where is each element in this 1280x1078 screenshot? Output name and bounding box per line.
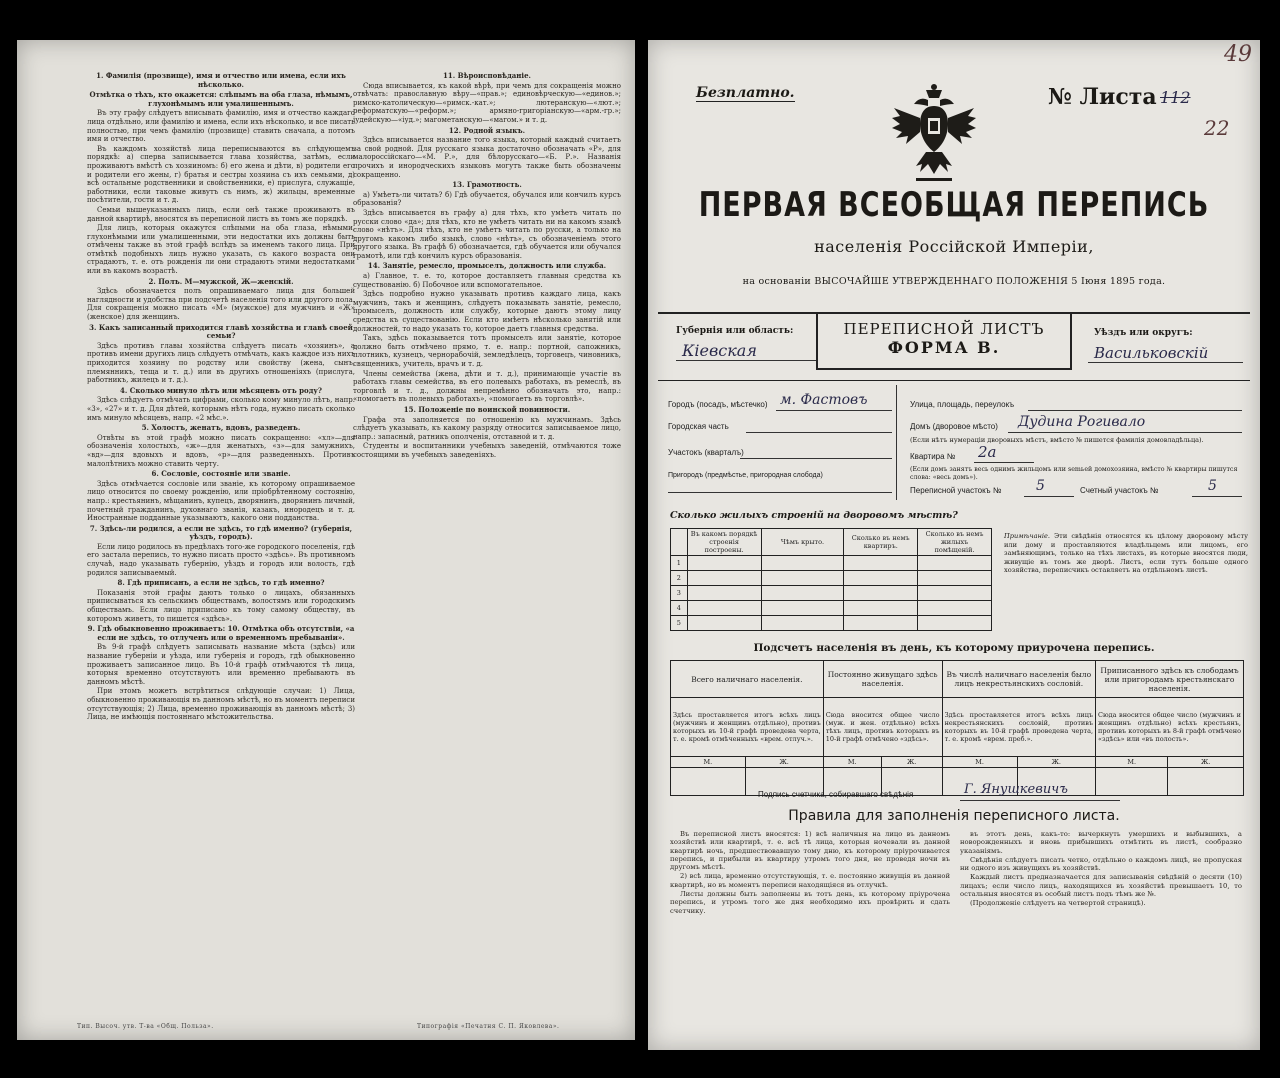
count-male-header: М. [823,757,881,768]
instruction-paragraph: При этомъ можетъ встрѣтиться слѣдующіе случаи: 1) Лица, обыкновенно проживающія въ данномъ мѣстѣ, но въ моментъ переписи отсутствующія; 2) Лица, временно проживающія въ данномъ мѣстѣ; 3) Лица, не имѣющія постояннаго мѣстожительства. [87,687,355,722]
town-label: Городъ (посадъ, мѣстечко) [668,400,768,409]
count-male-header: М. [671,757,746,768]
uezd-value: Васильковскій [1094,344,1209,362]
instruction-paragraph: Въ эту графу слѣдуетъ вписывать фамилію, имя и отчество каждаго лица отдѣльно, или фамилію и имена, если ихъ нѣсколько, и все писать полностью, при чемъ фамилію (прозвище) ставить сначала, а потомъ имя и отчество. [87,109,355,144]
instruction-heading: 2. Полъ. М—мужской, Ж—женскій. [148,276,294,286]
street-label: Улица, площадь, переулокъ [910,400,1015,409]
instruction-heading: 7. Здѣсь-ли родился, а если не здѣсь, то гдѣ именно? (губернія, уѣздъ, городъ). [89,523,353,542]
instruction-heading: 11. Вѣроисповѣданіе. [443,71,531,80]
form-title-box [816,312,1072,370]
yard-note-title: Примѣчаніе. [1004,532,1050,540]
instruction-paragraph: Графа эта заполняется по отношенію къ мужчинамъ. Здѣсь слѣдуетъ указывать, къ какому разряду относится записываемое лицо, напр.: запасный, ратникъ ополченія, отставной и т. д. [353,415,621,441]
count-female-header: Ж. [1168,757,1244,768]
signature-label: Подпись счетчика, собиравшаго свѣдѣнія [758,790,914,799]
instruction-paragraph: Отвѣты въ этой графѣ можно писать сокращенно: «хл»—для обозначенія холостыхъ, «ж»—для женатыхъ, «з»—для замужнихъ, «вд»—для вдовыхъ и вдовъ, «р»—для разведенныхъ. Противъ малолѣтнихъ можно ставить черту. [87,433,355,468]
district-label: Участокъ (кварталъ) [668,448,744,457]
form-letter: ФОРМА В. [887,338,1001,357]
instruction-heading: 15. Положеніе по воинской повинности. [403,404,571,414]
left-page [17,40,635,1040]
instruction-paragraph: Показанія этой графы даютъ только о лицахъ, обязанныхъ приписываться къ сельскимъ обществамъ, волостямъ или городскимъ обществамъ. Если лицо приписано къ тому самому обществу, въ которомъ живетъ, то пишется «здѣсь». [87,588,355,623]
instruction-heading: 13. Грамотность. [452,180,522,190]
count-female-header: Ж. [745,757,823,768]
instruction-heading: 9. Гдѣ обыкновенно проживаетъ: 10. Отмѣтка объ отсутствіи, «а если не здѣсь, то отлученъ или о временномъ пребываніи». [87,624,355,642]
count-female-header: Ж. [1017,757,1096,768]
count-peasant-desc: Сюда вносится общее число (мужчинъ и женщинъ отдѣльно) всѣхъ крестьянъ, противъ которыхъ въ 8-й графѣ отмѣчено «здѣсь» или «въ полость». [1096,698,1244,757]
instruction-paragraph: Семьи вышеуказанныхъ лицъ, если онѣ также проживаютъ въ данной квартирѣ, вносятся въ переписной листъ въ томъ же порядкѣ. [87,205,355,223]
yard-row-number: 1 [671,556,688,571]
count-non-peasant-header: Въ числѣ наличнаго населенія было лицъ некрестьянскихъ сословій. [942,661,1095,698]
yard-note-text: Эти свѣдѣнія относятся къ цѣлому дворовому мѣсту или дому и проставляются владѣльцемъ или лицомъ, его замѣняющимъ, только на тѣхъ листахъ, въ которые вносятся люди, живущіе въ томъ же дворѣ. Листъ, если тутъ больше одного хозяйства, переписчикъ оставляетъ на отдѣльномъ листѣ. [1004,532,1248,575]
census-district-label: Переписной участокъ № [910,486,1002,495]
house-value: Дудина Рогивало [1018,414,1146,430]
yard-buildings-table [670,528,992,631]
uezd-label: Уѣздъ или округъ: [1094,328,1193,338]
coat-of-arms-emblem [886,82,982,194]
census-legal-basis: на основаніи ВЫСОЧАЙШЕ УТВЕРЖДЕННАГО ПОЛОЖЕНІЯ 5 Іюня 1895 года. [742,276,1166,287]
yard-col-order: Въ какомъ порядкѣ строенія построены. [687,529,761,556]
flat-note: (Если домъ занятъ весь однимъ жильцомъ или semьей домохозяина, вмѣсто № квартиры пишутся слова: «весь домъ»). [910,466,1238,481]
town-value: м. Фастовъ [780,392,868,408]
archive-mark-2: 22 [1204,116,1230,140]
yard-row-number: 4 [671,601,688,616]
census-title: ПЕРВАЯ ВСЕОБЩАЯ ПЕРЕПИСЬ [698,186,1210,225]
archive-mark-1: 49 [1224,42,1252,67]
yard-col-roof: Чѣмъ крыто. [761,529,844,556]
city-part-label: Городская часть [668,422,729,431]
instruction-heading: 8. Гдѣ приписанъ, а если не здѣсь, то гдѣ именно? [117,578,325,588]
free-label: Безплатно. [696,85,795,101]
instruction-heading: 5. Холостъ, женатъ, вдовъ, разведенъ. [141,423,301,433]
instruction-heading: 12. Родной языкъ. [448,125,526,135]
instruction-paragraph: Здѣсь противъ главы хозяйства слѣдуетъ писать «хозяинъ», а противъ имени другихъ лицъ слѣдуетъ отмѣчать, какъ каждое изъ нихъ приходится хозяину по родству или свойству (жена, сынъ, племянникъ, теща и т. д.) или въ другихъ отношеніяхъ (прислуга, работникъ, жилецъ и т. д.). [87,341,355,385]
census-subtitle: населенія Россійской Имперіи, [814,237,1094,256]
count-male-header: М. [942,757,1017,768]
instruction-paragraph: Если лицо родилось въ предѣлахъ того-же городского поселенія, гдѣ его застала перепись, то нужно писать просто «здѣсь». Въ противномъ случаѣ, надо указывать губернію, уѣздъ и городъ или волость, гдѣ родился записываемый. [87,542,355,577]
census-district-value: 5 [1036,478,1045,494]
rules-title: Правила для заполненія переписного листа. [788,808,1120,824]
count-total-header: Всего наличнаго населенія. [671,661,824,698]
instruction-paragraph: Такъ, здѣсь показывается тотъ промыселъ или занятіе, которое должно быть отмѣчено прямо, т. е. напр.: портной, сапожникъ, плотникъ, кузнецъ, чернорабочій, земледѣлецъ, торговецъ, чиновникъ, священникъ, учитель, врачъ и т. д. [353,334,621,368]
signature-value: Г. Янушкевичъ [964,782,1068,797]
flat-label: Квартира № [910,452,956,461]
yard-row-number: 2 [671,571,688,586]
printer-footer-right: Типографія «Печатня С. П. Яковлева». [417,1023,560,1030]
yard-note [1004,532,1248,575]
instruction-paragraph: Члены семейства (жена, дѣти и т. д.), принимающіе участіе въ работахъ главы семейства, въ его полевыхъ работахъ, въ ремеслѣ, въ торговлѣ и т. д., должны непремѣнно обозначать это, напр.: «помогаетъ въ полевыхъ работахъ», «помогаетъ въ торговлѣ». [353,369,621,404]
count-permanent-desc: Сюда вносится общее число (муж. и жен. отдѣльно) всѣхъ тѣхъ лицъ, противъ которыхъ въ 10-й графѣ отмѣчено «здѣсь». [823,698,942,757]
instruction-paragraph: Здѣсь обозначается полъ опрашиваемаго лица для большей наглядности и удобства при подсчетѣ населенія того или другого пола. Для сокращенія можно писать «М» (мужское) для мужчинъ и «Ж» (женское) для женщинъ. [87,287,355,322]
house-label: Домъ (дворовое мѣсто) [910,422,998,431]
instruction-paragraph: Студенты и воспитанники учебныхъ заведеній, отмѣчаются тоже состоящими въ учебныхъ заведеніяхъ. [353,442,621,459]
count-non-peasant-desc: Здѣсь проставляется итогъ всѣхъ лицъ некрестьянскихъ сословій, противъ которыхъ въ 10-й графѣ проведена черта, т. е. кромѣ «врем. преб.». [942,698,1095,757]
yard-question: Сколько жилыхъ строеній на дворовомъ мѣстѣ? [670,510,958,521]
instruction-paragraph: а) Умѣетъ-ли читать? б) Гдѣ обучается, обучался или кончилъ курсъ образованія? [353,190,621,208]
printer-footer-left: Тип. Высоч. утв. Т-ва «Общ. Польза». [77,1023,214,1030]
instructions-column-right [353,70,621,461]
sheet-number-value: 112 [1160,88,1191,107]
instruction-paragraph: Для лицъ, которыя окажутся слѣпыми на оба глаза, нѣмыми, глухонѣмыми или умалишенными, эти недостатки ихъ должны быть отмѣчены также въ этой графѣ вслѣдъ за именемъ такого лица. При отмѣткѣ подобныхъ лицъ нужно указать, съ какого возраста они страдаютъ, т. е. отъ рожденія ли они страдаютъ этими недостатками или въ какомъ возрастѣ. [87,224,355,276]
rules-paragraph: Свѣдѣнія слѣдуетъ писать четко, отдѣльно о каждомъ лицѣ, не пропуская ни одного изъ живущихъ въ хозяйствѣ. [960,855,1242,873]
instruction-heading: 1. Фамилія (прозвище), имя и отчество или имена, если ихъ нѣсколько. [96,71,346,89]
count-female-header: Ж. [881,757,942,768]
suburb-label: Пригородъ (предмѣстье, пригородная слобода) [668,472,823,479]
count-peasant-header: Приписанного здѣсь къ слободамъ или пригородамъ крестьянскаго населенія. [1096,661,1244,698]
instruction-paragraph: Здѣсь вписывается въ графу а) для тѣхъ, кто умѣетъ читать по русски слово «да»; для тѣхъ, кто не умѣетъ читать ни на какомъ языкѣ слово «нѣтъ». Для тѣхъ, кто не умѣетъ читать по русски, а только на другомъ какомъ либо языкѣ, слово «нѣтъ», съ обозначеніемъ этого другого языка. Въ графѣ б) обозначается, гдѣ обучается или обучался грамотѣ, или гдѣ кончилъ курсъ образованія. [353,208,621,260]
instruction-paragraph: Въ 9-й графѣ слѣдуетъ записывать название мѣста (здѣсь) или название губерніи и уѣзда, или губернія и городъ, гдѣ обыкновенно проживаетъ записанное лицо. Въ 10-й графѣ отмѣчаются тѣ лица, которыя временно отсутствуютъ или временно пребываютъ въ данномъ мѣстѣ. [87,643,355,686]
yard-row-number: 5 [671,616,688,631]
instruction-heading: 14. Занятіе, ремесло, промыселъ, должность или служба. [367,261,607,271]
gubernia-label: Губернія или область: [676,326,794,336]
rules-paragraph: (Продолженіе слѣдуетъ на четвертой страницѣ). [970,899,1146,908]
rules-paragraph: 2) всѣ лица, временно отсутствующія, т. е. постоянно живущія въ данной квартирѣ, но въ моментъ переписи находящіяся въ отлучкѣ. [670,872,950,889]
instruction-paragraph: а) Главное, т. е. то, которое доставляетъ главныя средства къ существованію. б) Побочное или вспомогательное. [353,272,621,289]
rules-paragraph: въ этотъ день, какъ-то: вычеркнуть умершихъ и выбывшихъ, а новорожденныхъ и вновь прибывшихъ отмѣтить въ листѣ, сообразно указаніямъ. [960,830,1242,855]
right-page [648,40,1260,1050]
instruction-paragraph: Въ каждомъ хозяйствѣ лица переписываются въ слѣдующемъ порядкѣ: а) сперва записывается глава хозяйства, затѣмъ, если проживаютъ вмѣстѣ съ хозяиномъ: б) его жена и дѣти, в) родители его и родители его жены, г) братья и сестры хозяина съ ихъ семьями, д) всѣ остальные родственники и свойственники, е) прислуга, служащіе, работники, если таковые живутъ съ нимъ, ж) жильцы, временные посѣтители, гости и т. д. [87,144,355,205]
instruction-heading: 3. Какъ записанный приходится главѣ хозяйства и главѣ своей семьи? [89,322,353,341]
instruction-heading: 4. Сколько минуло лѣтъ или мѣсяцевъ отъ роду? [120,385,322,395]
instruction-heading: Отмѣтка о тѣхъ, кто окажется: слѣпымъ на оба глаза, нѣмымъ, глухонѣмымъ или умалишеннымъ. [89,90,353,108]
count-permanent-header: Постоянно живущаго здѣсь населенія. [823,661,942,698]
rules-column-right [960,830,1242,909]
population-count-table [670,660,1244,796]
rules-paragraph: Каждый листъ предназначается для записыванія свѣдѣній о десяти (10) лицахъ; если число лицъ, находящихся въ хозяйствѣ превышаетъ 10, то остальныя вносятся въ особый листъ подъ тѣмъ же №. [960,873,1242,899]
flat-value: 2а [978,443,997,461]
instruction-paragraph: Здѣсь подробно нужно указывать противъ каждаго лица, какъ мужчинъ, такъ и женщинъ, слѣдуетъ показывать занятіе, ремесло, промыселъ, должность или службу, которые даютъ этому лицу средства къ существованію. Если кто имѣетъ нѣсколько занятій или должностей, то надо указать то, которое даетъ главныя средства. [353,290,621,333]
rules-paragraph: Въ переписной листъ вносятся: 1) всѣ наличныя на лицо въ данномъ хозяйствѣ или квартирѣ, т. е. всѣ тѣ лица, которыя ночевали въ данной квартирѣ ночь, предшествовавшую тому дню, къ которому пріурочивается перепись, и прибыли въ квартиру утромъ того дня, не проведя ночи въ другомъ мѣстѣ. [670,830,950,872]
rules-column-left [670,830,950,916]
instruction-paragraph: Здѣсь отмѣчается сословіе или званіе, къ которому опрашиваемое лицо относится по своему рожденію, или пріобрѣтенному состоянію, напр.: крестьянинъ, мѣщанинъ, купецъ, дворянинъ, дворянинъ личный, почетный гражданинъ, духовнаго званія, казакъ, инородецъ и т. д. Иностранные подданные указываютъ, какого они подданства. [87,479,355,523]
count-total-desc: Здѣсь проставляется итогъ всѣхъ лицъ (мужчинъ и женщинъ отдѣльно), противъ которыхъ въ 10-й графѣ проведена черта, т. е. кромѣ отмѣченныхъ «врем. отлуч.». [671,698,824,757]
count-district-label: Счетный участокъ № [1080,486,1159,495]
yard-row-number: 3 [671,586,688,601]
instructions-column-left [87,70,355,723]
instruction-paragraph: Сюда вписывается, къ какой вѣрѣ, при чемъ для сокращенія можно отвѣчать: православную вѣру—«прав.»; единовѣрческую—«единов.»; римско-католическую—«римск.-кат.»; лютеранскую—«лют.»; реформатскую—«реформ.»; армяно-григоріанскую—«арм.-гр.»; іудейскую—«іуд.»; магометанскую—«магом.» и т. д. [353,81,621,124]
yard-col-rooms: Сколько въ немъ жилыхъ помѣщеній. [918,529,992,556]
count-district-value: 5 [1208,478,1217,494]
rules-paragraph: Листы должны быть заполнены въ тотъ день, къ которому пріурочена перепись, и утромъ того же дня необходимо ихъ провѣрить и сдать счетчику. [670,890,950,915]
population-count-title: Подсчетъ населенія въ день, къ которому приурочена перепись. [753,642,1155,654]
instruction-paragraph: Здѣсь слѣдуетъ отмѣчать цифрами, сколько кому минуло лѣтъ, напр. «3», «27» и т. д. Для дѣтей, которымъ нѣтъ года, нужно писать сколько имъ минуло мѣсяцевъ, напр. «2 мѣс.». [87,396,355,422]
sheet-number-label: № Листа [1048,84,1157,110]
instruction-paragraph: Здѣсь вписывается название того языка, который каждый считаетъ за свой родной. Для русскаго языка достаточно обозначать «Р», для малороссійскаго—«М. Р.», для бѣлорусскаго—«Б. Р.». Названія прочихъ и инородческихъ языковъ могутъ также быть обозначены сокращенно. [353,136,621,179]
form-title: ПЕРЕПИСНОЙ ЛИСТЪ [843,320,1045,338]
house-note: (Если нѣтъ нумераціи дворовыхъ мѣстъ, вмѣсто № пишется фамилія домовладѣльца). [910,436,1204,444]
gubernia-value: Кіевская [682,341,757,360]
instruction-heading: 6. Сословіе, состояніе или званіе. [151,469,291,479]
count-male-header: М. [1096,757,1168,768]
yard-col-flats: Сколько въ немъ квартиръ. [844,529,918,556]
